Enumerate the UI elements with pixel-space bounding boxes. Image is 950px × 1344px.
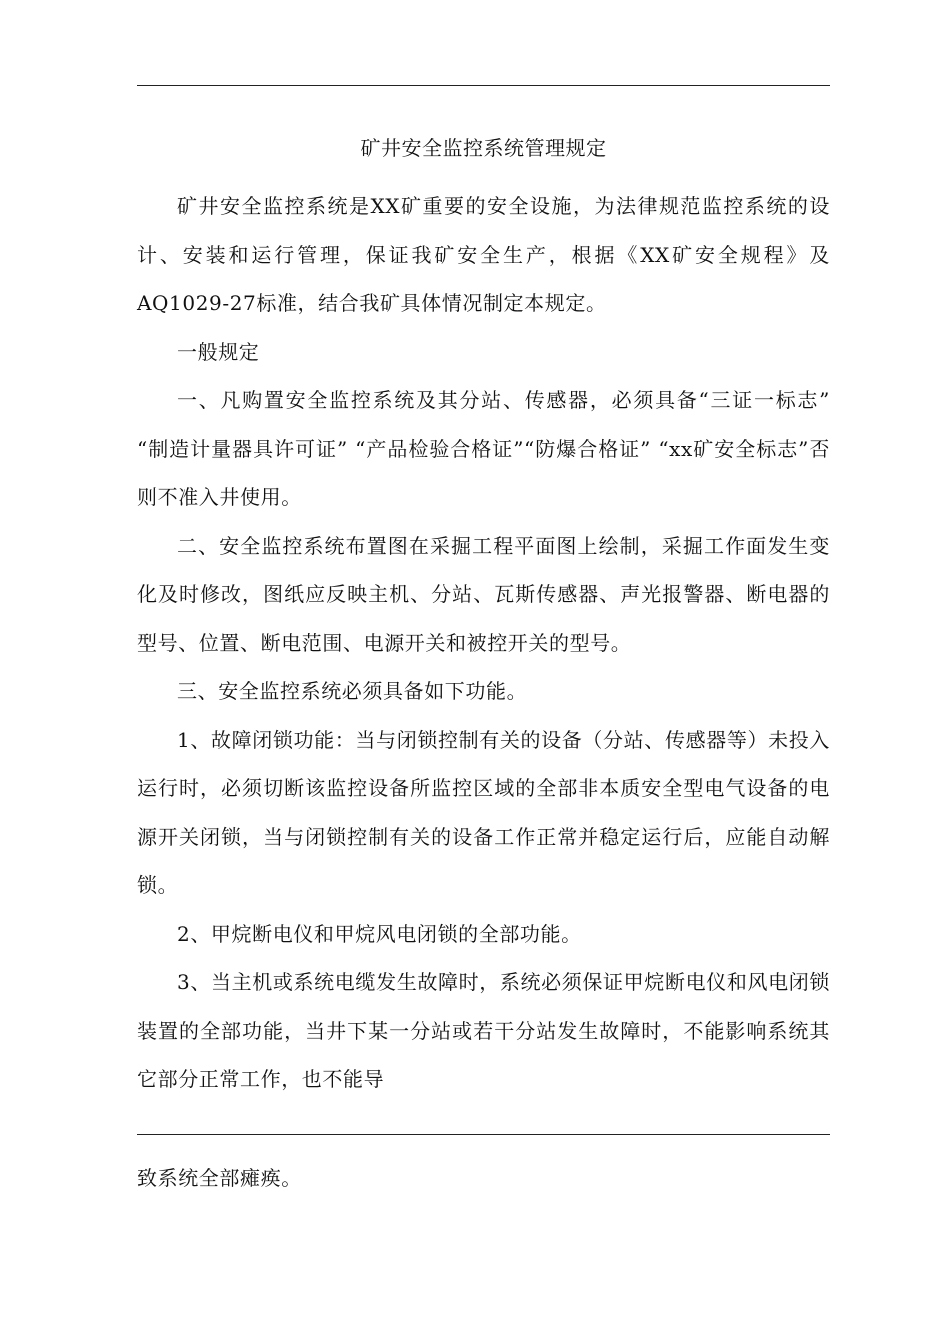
paragraph-rule-1: 一、凡购置安全监控系统及其分站、传感器，必须具备“三证一标志” “制造计量器具许可证” “产品检验合格证”“防爆合格证” “xx矿安全标志”否则不准入井使用。 [137, 388, 830, 509]
header-rule [137, 85, 830, 86]
page-break-rule [137, 1134, 830, 1135]
paragraph-function-3: 3、当主机或系统电缆发生故障时，系统必须保证甲烷断电仪和风电闭锁装置的全部功能，当井下某一分站或若干分站发生故障时，不能影响系统其它部分正常工作，也不能导 [137, 970, 830, 1091]
paragraph-rule-3: 三、安全监控系统必须具备如下功能。 [177, 679, 528, 703]
paragraph-rule-2: 二、安全监控系统布置图在采掘工程平面图上绘制，采掘工作面发生变化及时修改，图纸应反映主机、分站、瓦斯传感器、声光报警器、断电器的型号、位置、断电范围、电源开关和被控开关的型号。 [137, 533, 830, 655]
paragraph-function-2: 2、甲烷断电仪和甲烷风电闭锁的全部功能。 [177, 921, 582, 946]
paragraph-function-1: 1、故障闭锁功能：当与闭锁控制有关的设备（分站、传感器等）未投入运行时，必须切断该监控设备所监控区域的全部非本质安全型电气设备的电源开关闭锁，当与闭锁控制有关的设备工作正常并稳定运行后，应能自动解锁。 [137, 727, 830, 897]
paragraph-general-heading: 一般规定 [177, 339, 260, 364]
paragraph-intro: 矿井安全监控系统是XX矿重要的安全设施，为法律规范监控系统的设计、安装和运行管理，保证我矿安全生产，根据《XX矿安全规程》及AQ1029-27标准，结合我矿具体情况制定本规定。 [137, 194, 830, 315]
document-body [137, 182, 830, 1104]
continuation-text: 致系统全部瘫痪。 [137, 1166, 302, 1190]
document-title: 矿井安全监控系统管理规定 [360, 136, 607, 160]
